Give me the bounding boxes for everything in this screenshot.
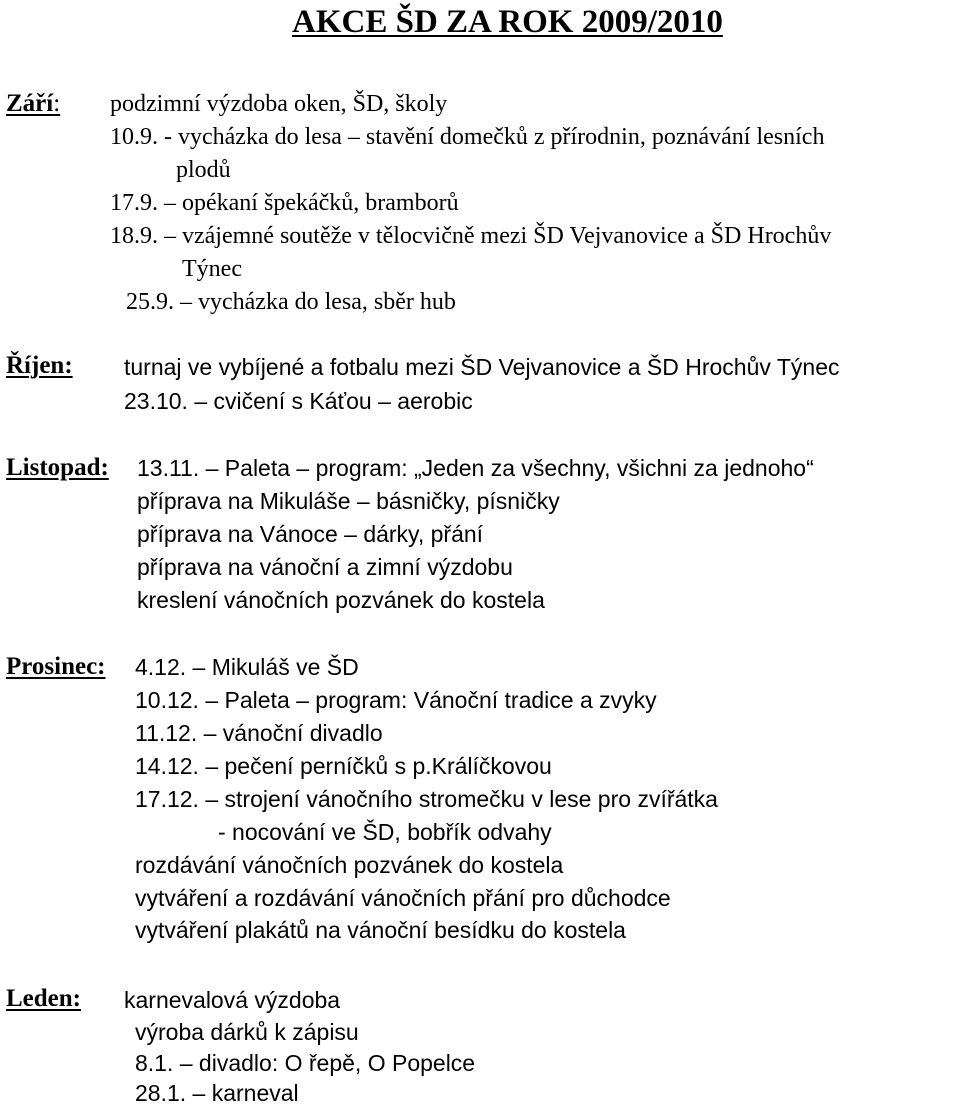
event-line: 14.12. – pečení perníčků s p.Králíčkovou [135, 753, 552, 779]
event-line: 4.12. – Mikuláš ve ŠD [135, 654, 359, 680]
month-heading-prosinec: Prosinec: [6, 653, 106, 680]
event-line: příprava na Vánoce – dárky, přání [137, 521, 484, 547]
month-heading-listopad: Listopad: [6, 454, 109, 481]
event-line: výroba dárků k zápisu [135, 1019, 359, 1045]
event-line: 25.9. – vycházka do lesa, sběr hub [126, 289, 456, 315]
event-line: karnevalová výzdoba [124, 987, 341, 1013]
document-title: AKCE ŠD ZA ROK 2009/2010 [292, 4, 723, 40]
event-line: 17.12. – strojení vánočního stromečku v lese pro zvířátka [135, 786, 718, 812]
event-line: 28.1. – karneval [135, 1080, 299, 1106]
month-heading-zari [6, 89, 60, 119]
event-line: 23.10. – cvičení s Káťou – aerobic [124, 388, 473, 414]
event-line: kreslení vánočních pozvánek do kostela [137, 587, 545, 613]
event-line: rozdávání vánočních pozvánek do kostela [135, 852, 564, 878]
event-line: 8.1. – divadlo: O řepě, O Popelce [135, 1050, 476, 1076]
event-line: 13.11. – Paleta – program: „Jeden za všechny, všichni za jednoho“ [137, 455, 814, 481]
event-line: - nocování ve ŠD, bobřík odvahy [218, 819, 552, 845]
event-line: turnaj ve vybíjené a fotbalu mezi ŠD Vejvanovice a ŠD Hrochův Týnec [124, 354, 840, 380]
month-colon-zari: : [53, 90, 61, 117]
month-label-zari: Září [6, 90, 54, 117]
event-line: 11.12. – vánoční divadlo [135, 720, 383, 746]
month-heading-leden: Leden: [6, 985, 81, 1012]
event-line: 10.9. - vycházka do lesa – stavění domečků z přírodnin, poznávání lesních [110, 124, 825, 150]
event-line: 17.9. – opékaní špekáčků, bramborů [110, 190, 459, 216]
event-line: 18.9. – vzájemné soutěže v tělocvičně mezi ŠD Vejvanovice a ŠD Hrochův [110, 223, 832, 249]
event-line: příprava na vánoční a zimní výzdobu [137, 554, 513, 580]
event-line: Týnec [182, 256, 242, 282]
event-line: příprava na Mikuláše – básničky, písničky [137, 488, 560, 514]
event-line: podzimní výzdoba oken, ŠD, školy [110, 91, 448, 117]
event-line: plodů [176, 157, 231, 183]
event-line: vytváření plakátů na vánoční besídku do kostela [135, 917, 626, 943]
month-heading-rijen: Říjen: [6, 352, 73, 379]
event-line: 10.12. – Paleta – program: Vánoční tradice a zvyky [135, 687, 657, 713]
event-line: vytváření a rozdávání vánočních přání pro důchodce [135, 885, 671, 911]
